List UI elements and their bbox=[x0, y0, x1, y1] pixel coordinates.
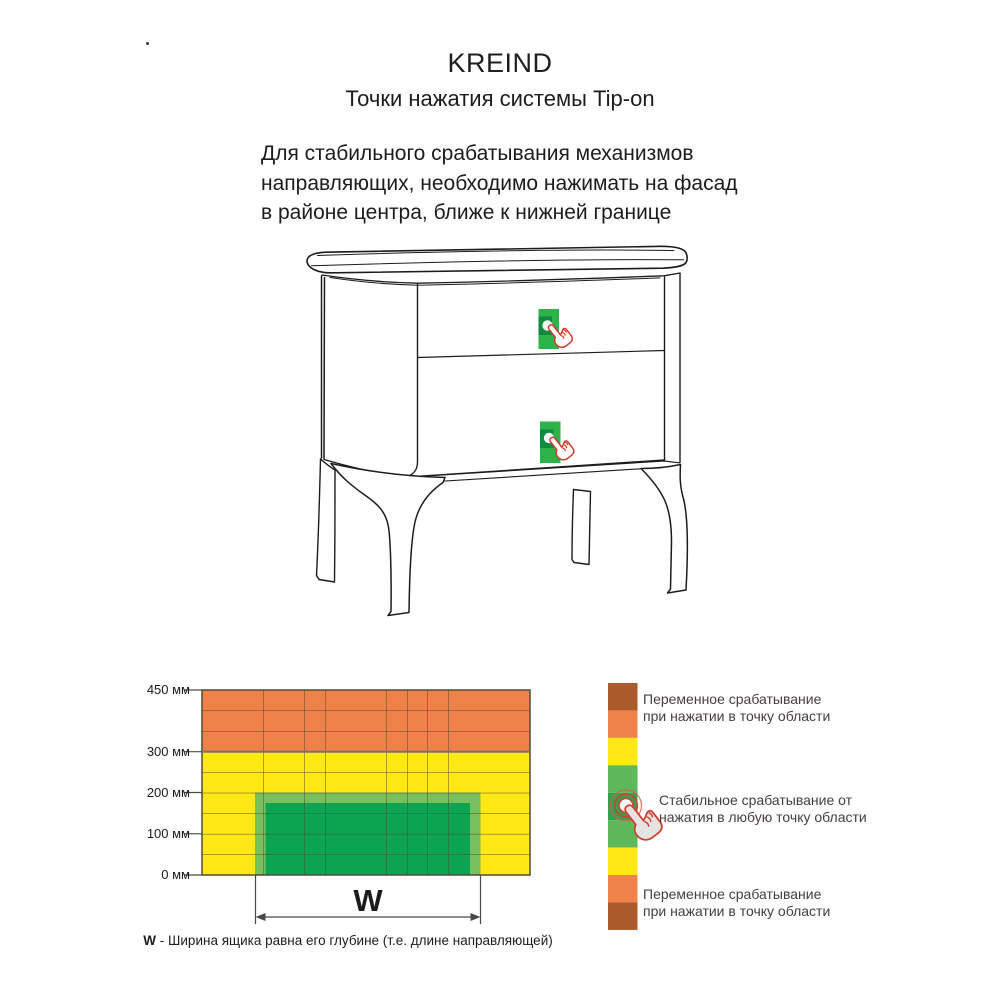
legend-segment bbox=[608, 820, 638, 847]
legend-item-stable bbox=[659, 792, 867, 826]
press-zone-diagram bbox=[145, 672, 545, 964]
press-point-top-drawer bbox=[539, 309, 575, 350]
axis-label-300: 300 мм bbox=[146, 743, 190, 759]
legend-segment bbox=[608, 710, 638, 737]
legend-segment bbox=[608, 765, 638, 792]
front-left-leg bbox=[331, 464, 445, 616]
nightstand-illustration bbox=[285, 238, 705, 630]
axis-label-0: 0 мм bbox=[161, 866, 190, 882]
drawer-divider bbox=[418, 351, 665, 358]
arrowhead-left bbox=[256, 913, 266, 921]
front-left-corner bbox=[403, 284, 418, 477]
page-subtitle: Точки нажатия системы Tip-on bbox=[345, 86, 655, 111]
legend-segment bbox=[608, 738, 638, 765]
brand-title: KREIND bbox=[447, 48, 553, 78]
front-right-leg bbox=[641, 465, 687, 594]
description bbox=[261, 139, 738, 228]
caption-text: - Ширина ящика равна его глубине (т.е. длине направляющей) bbox=[156, 933, 553, 948]
legend-line: нажатия в любую точку области bbox=[659, 809, 867, 825]
width-dimension-label: W bbox=[353, 883, 383, 918]
description-line: направляющих, необходимо нажимать на фасад bbox=[261, 171, 738, 195]
back-right-leg bbox=[572, 490, 591, 565]
stray-mark bbox=[146, 42, 149, 45]
legend-line: Стабильное срабатывание от bbox=[659, 792, 853, 808]
caption-w: W bbox=[143, 933, 157, 948]
legend-line: Переменное срабатывание bbox=[643, 886, 822, 902]
axis-label-200: 200 мм bbox=[146, 784, 190, 800]
legend-segment bbox=[608, 875, 638, 902]
legend-segment bbox=[608, 903, 638, 930]
nightstand-body bbox=[307, 246, 687, 477]
axis-label-450: 450 мм bbox=[146, 682, 190, 697]
legend-segment bbox=[608, 683, 638, 710]
description-line: Для стабильного срабатывания механизмов bbox=[261, 142, 694, 165]
arrowhead-right bbox=[471, 913, 481, 921]
left-side-edge bbox=[322, 276, 325, 459]
diagram-caption bbox=[143, 933, 552, 948]
legend-line: Переменное срабатывание bbox=[643, 691, 822, 707]
legend-segment bbox=[608, 848, 638, 875]
legend-line: при нажатии в точку области bbox=[643, 708, 831, 724]
front-legs bbox=[331, 464, 687, 616]
description-line: в районе центра, ближе к нижней границе bbox=[261, 201, 672, 224]
axis-ticks bbox=[184, 690, 202, 875]
legend-item-variable-top bbox=[643, 691, 830, 725]
legend-item-variable-bottom bbox=[643, 886, 830, 920]
press-point-bottom-drawer bbox=[540, 422, 576, 464]
legend-line: при нажатии в точку области bbox=[643, 903, 831, 919]
grid-lines bbox=[202, 690, 530, 875]
axis-label-100: 100 мм bbox=[146, 826, 190, 841]
back-left-leg bbox=[317, 459, 336, 582]
